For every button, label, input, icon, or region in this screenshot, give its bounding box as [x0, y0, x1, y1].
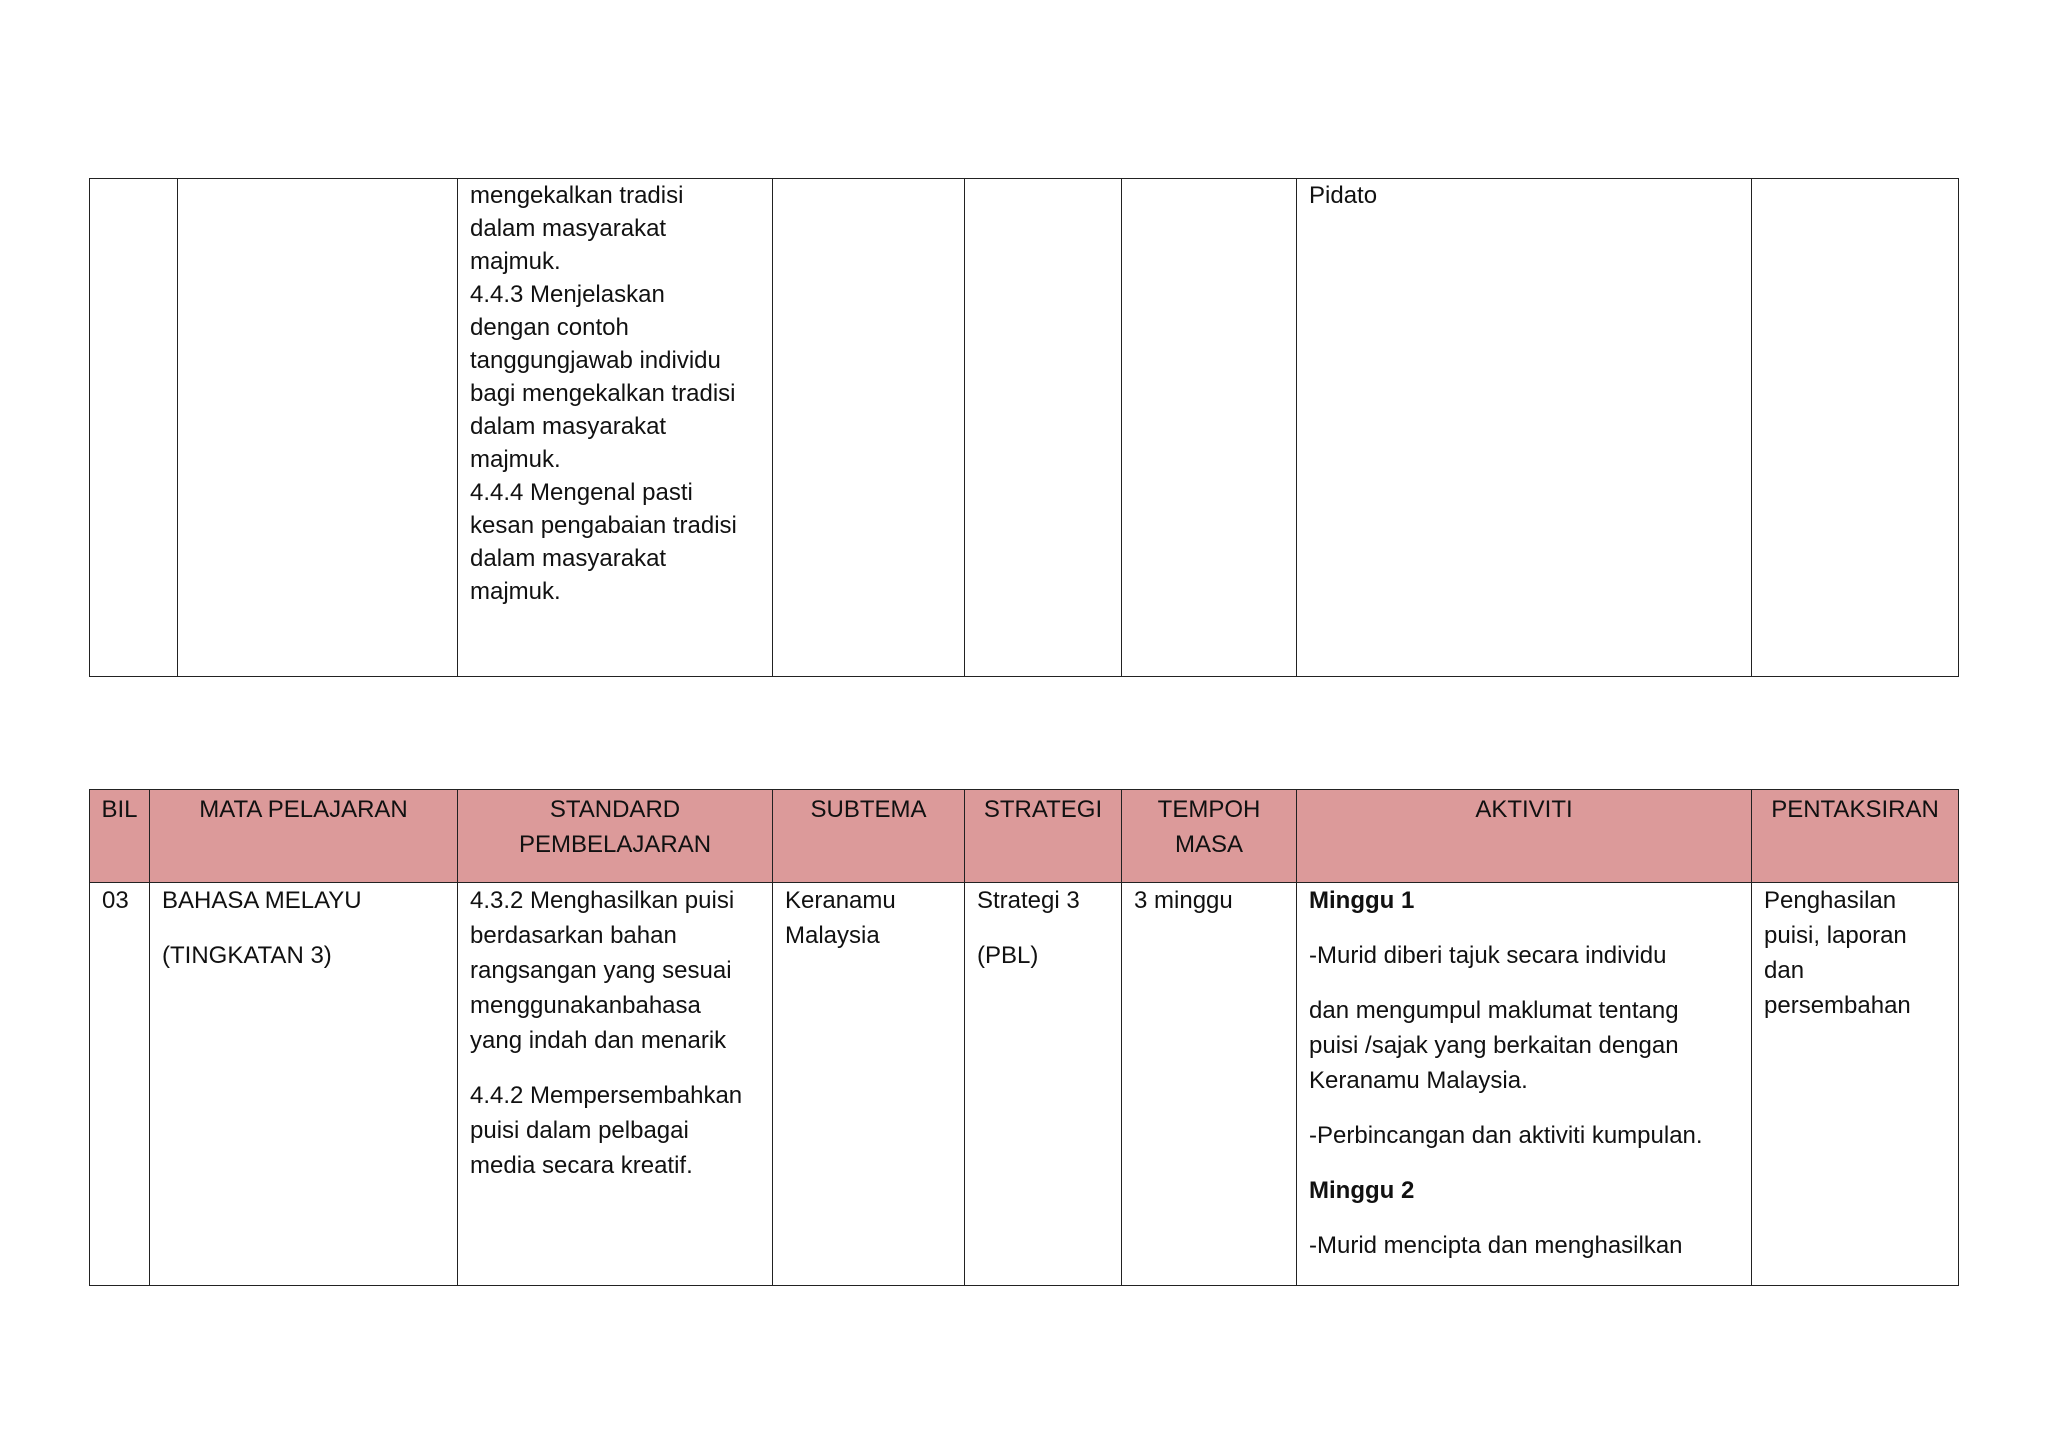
- subtema-cell: Keranamu Malaysia: [773, 883, 965, 1286]
- aktiviti-cell: Minggu 1 -Murid diberi tajuk secara individu dan mengumpul maklumat tentang puisi /sajak yang berkaitan dengan Keranamu Malaysia. -Perbincangan dan aktiviti kumpulan. Minggu 2 -Murid mencipta dan menghasilkan: [1297, 883, 1752, 1286]
- table-row: [90, 883, 1959, 1286]
- header-mata-pelajaran: MATA PELAJARAN: [150, 790, 458, 883]
- continuation-table: [89, 178, 1959, 677]
- standard-line: dalam masyarakat: [470, 215, 667, 242]
- standard-line: majmuk.: [470, 248, 561, 275]
- pentaksiran-cell: [1752, 179, 1959, 677]
- standard-line: 4.4.3 Menjelaskan: [470, 281, 665, 308]
- strategi-cell: Strategi 3 (PBL): [965, 883, 1122, 1286]
- bil-cell: [90, 179, 178, 677]
- standard-line: 4.4.4 Mengenal pasti: [470, 479, 693, 506]
- header-pentaksiran: PENTAKSIRAN: [1752, 790, 1959, 883]
- standard-line: dengan contoh: [470, 314, 629, 341]
- standard-cell: [458, 179, 773, 677]
- standard-line: kesan pengabaian tradisi: [470, 512, 737, 539]
- header-standard: STANDARD PEMBELAJARAN: [458, 790, 773, 883]
- tempoh-cell: [1122, 179, 1297, 677]
- tempoh-cell: 3 minggu: [1122, 883, 1297, 1286]
- strategi-cell: [965, 179, 1122, 677]
- header-aktiviti: AKTIVITI: [1297, 790, 1752, 883]
- bil-cell: 03: [90, 883, 150, 1286]
- standard-line: majmuk.: [470, 578, 561, 605]
- header-bil: BIL: [90, 790, 150, 883]
- standard-line: mengekalkan tradisi: [470, 182, 684, 209]
- header-subtema: SUBTEMA: [773, 790, 965, 883]
- aktiviti-text: Pidato: [1309, 182, 1378, 209]
- week-2-title: Minggu 2: [1309, 1177, 1415, 1204]
- standard-line: dalam masyarakat: [470, 413, 667, 440]
- standard-cell: 4.3.2 Menghasilkan puisi berdasarkan bahan rangsangan yang sesuai menggunakanbahasa yang indah dan menarik 4.4.2 Mempersembahkan puisi dalam pelbagai media secara kreatif.: [458, 883, 773, 1286]
- mata-pelajaran-cell: BAHASA MELAYU (TINGKATAN 3): [150, 883, 458, 1286]
- standard-line: tanggungjawab individu: [470, 347, 721, 374]
- header-tempoh: TEMPOH MASA: [1122, 790, 1297, 883]
- lesson-plan-table: [89, 789, 1959, 1286]
- standard-line: bagi mengekalkan tradisi: [470, 380, 736, 407]
- pentaksiran-cell: Penghasilan puisi, laporan dan persembahan: [1752, 883, 1959, 1286]
- standard-line: dalam masyarakat: [470, 545, 667, 572]
- subtema-cell: [773, 179, 965, 677]
- header-strategi: STRATEGI: [965, 790, 1122, 883]
- header-row: [90, 790, 1959, 883]
- mata-pelajaran-cell: [178, 179, 458, 677]
- aktiviti-cell: [1297, 179, 1752, 677]
- week-1-title: Minggu 1: [1309, 887, 1415, 914]
- table-row: [90, 179, 1959, 677]
- standard-line: majmuk.: [470, 446, 561, 473]
